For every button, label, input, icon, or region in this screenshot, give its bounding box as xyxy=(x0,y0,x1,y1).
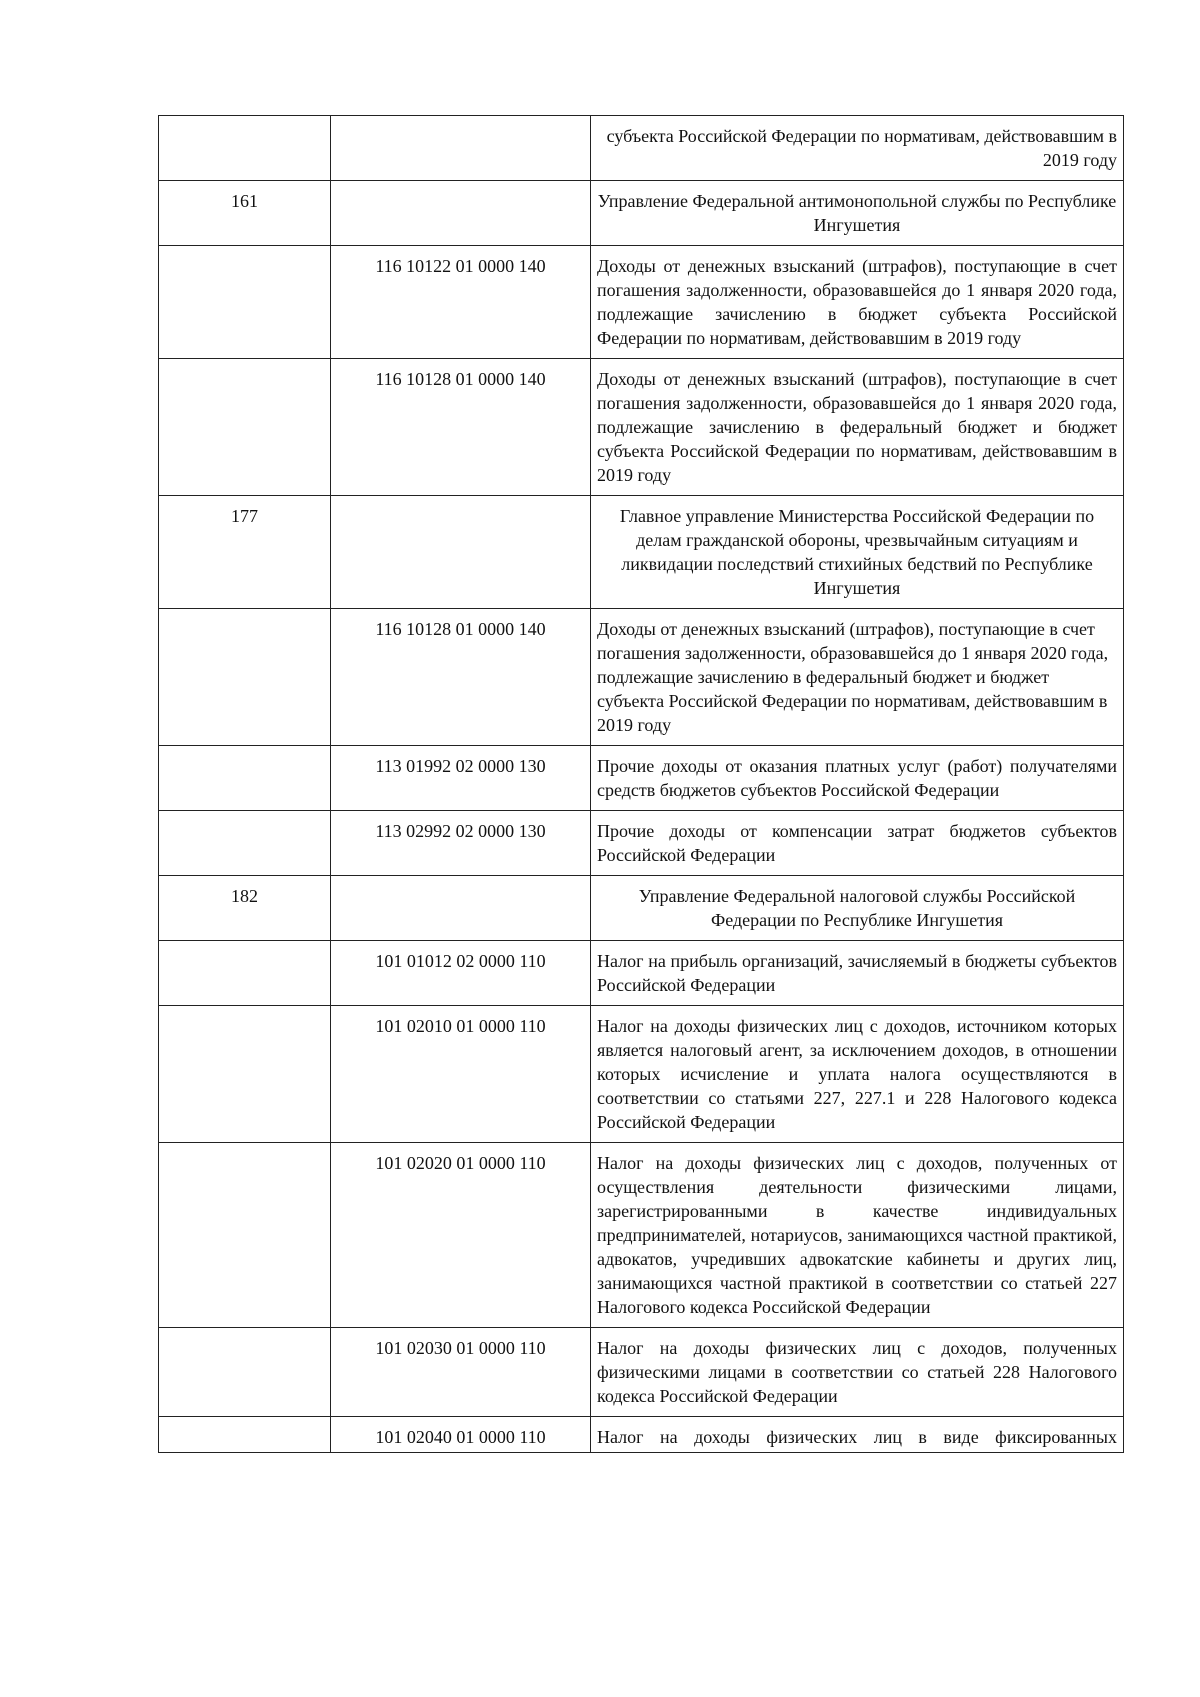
revenue-code-cell xyxy=(331,496,591,609)
administrator-name-cell: Управление Федеральной антимонопольной службы по Республике Ингушетия xyxy=(591,181,1124,246)
admin-code-cell xyxy=(159,1417,331,1453)
revenue-code-cell: 101 01012 02 0000 110 xyxy=(331,941,591,1006)
admin-code-cell xyxy=(159,1006,331,1143)
table-row xyxy=(159,941,1124,1006)
table-row xyxy=(159,1143,1124,1328)
table-row xyxy=(159,876,1124,941)
revenue-description-cell: Доходы от денежных взысканий (штрафов), поступающие в счет погашения задолженности, образовавшейся до 1 января 2020 года, подлежащие зачислению в федеральный бюджет и бюджет субъекта Российской Федерации по нормативам, действовавшим в 2019 году xyxy=(591,359,1124,496)
table-row xyxy=(159,811,1124,876)
revenue-code-cell: 116 10128 01 0000 140 xyxy=(331,609,591,746)
revenue-code-cell xyxy=(331,876,591,941)
revenue-description-cell: Налог на доходы физических лиц с доходов, полученных физическими лицами в соответствии со статьей 228 Налогового кодекса Российской Федерации xyxy=(591,1328,1124,1417)
revenue-code-cell: 116 10122 01 0000 140 xyxy=(331,246,591,359)
table-row xyxy=(159,359,1124,496)
revenue-description-cell: Налог на доходы физических лиц в виде фиксированных xyxy=(591,1417,1124,1453)
admin-code-cell xyxy=(159,359,331,496)
revenue-description-cell: Налог на доходы физических лиц с доходов, полученных от осуществления деятельности физическими лицами, зарегистрированными в качестве индивидуальных предпринимателей, нотариусов, занимающихся частной практикой, адвокатов, учредивших адвокатские кабинеты и других лиц, занимающихся частной практикой в соответствии со статьей 227 Налогового кодекса Российской Федерации xyxy=(591,1143,1124,1328)
revenue-description-cell: Доходы от денежных взысканий (штрафов), поступающие в счет погашения задолженности, образовавшейся до 1 января 2020 года, подлежащие зачислению в бюджет субъекта Российской Федерации по нормативам, действовавшим в 2019 году xyxy=(591,246,1124,359)
admin-code-cell xyxy=(159,811,331,876)
admin-code-cell xyxy=(159,1328,331,1417)
revenue-code-cell xyxy=(331,116,591,181)
table-row xyxy=(159,181,1124,246)
revenue-description-cell: Налог на доходы физических лиц с доходов, источником которых является налоговый агент, за исключением доходов, в отношении которых исчисление и уплата налога осуществляются в соответствии со статьями 227, 227.1 и 228 Налогового кодекса Российской Федерации xyxy=(591,1006,1124,1143)
admin-code-cell xyxy=(159,609,331,746)
admin-code-cell xyxy=(159,1143,331,1328)
revenue-code-cell: 116 10128 01 0000 140 xyxy=(331,359,591,496)
admin-code-cell: 161 xyxy=(159,181,331,246)
admin-code-cell: 182 xyxy=(159,876,331,941)
revenue-description-cell: субъекта Российской Федерации по нормативам, действовавшим в 2019 году xyxy=(591,116,1124,181)
admin-code-cell xyxy=(159,941,331,1006)
revenue-code-cell: 101 02020 01 0000 110 xyxy=(331,1143,591,1328)
admin-code-cell xyxy=(159,246,331,359)
revenue-code-cell: 101 02040 01 0000 110 xyxy=(331,1417,591,1453)
administrator-name-cell: Главное управление Министерства Российской Федерации по делам гражданской обороны, чрезвычайным ситуациям и ликвидации последствий стихийных бедствий по Республике Ингушетия xyxy=(591,496,1124,609)
table-row xyxy=(159,496,1124,609)
table-row xyxy=(159,609,1124,746)
admin-code-cell xyxy=(159,746,331,811)
table-row xyxy=(159,1006,1124,1143)
revenue-code-cell: 101 02030 01 0000 110 xyxy=(331,1328,591,1417)
table-row xyxy=(159,1417,1124,1453)
revenue-description-cell: Прочие доходы от оказания платных услуг (работ) получателями средств бюджетов субъектов Российской Федерации xyxy=(591,746,1124,811)
table-body xyxy=(159,116,1124,1453)
administrator-name-cell: Управление Федеральной налоговой службы Российской Федерации по Республике Ингушетия xyxy=(591,876,1124,941)
revenue-codes-table xyxy=(158,115,1124,1453)
revenue-description-cell: Налог на прибыль организаций, зачисляемый в бюджеты субъектов Российской Федерации xyxy=(591,941,1124,1006)
revenue-description-cell: Прочие доходы от компенсации затрат бюджетов субъектов Российской Федерации xyxy=(591,811,1124,876)
admin-code-cell: 177 xyxy=(159,496,331,609)
revenue-description-cell: Доходы от денежных взысканий (штрафов), поступающие в счет погашения задолженности, образовавшейся до 1 января 2020 года, подлежащие зачислению в федеральный бюджет и бюджет субъекта Российской Федерации по нормативам, действовавшим в 2019 году xyxy=(591,609,1124,746)
table-row xyxy=(159,1328,1124,1417)
revenue-code-cell xyxy=(331,181,591,246)
revenue-code-cell: 101 02010 01 0000 110 xyxy=(331,1006,591,1143)
table-row xyxy=(159,246,1124,359)
admin-code-cell xyxy=(159,116,331,181)
revenue-code-cell: 113 01992 02 0000 130 xyxy=(331,746,591,811)
table-row xyxy=(159,116,1124,181)
revenue-code-cell: 113 02992 02 0000 130 xyxy=(331,811,591,876)
table-row xyxy=(159,746,1124,811)
